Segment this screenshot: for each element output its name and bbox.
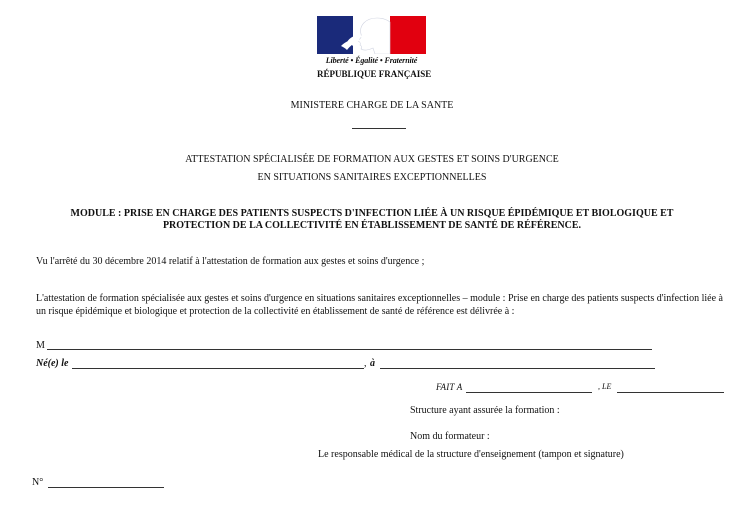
legal-reference-text: Vu l'arrêté du 30 décembre 2014 relatif à l'attestation de formation aux gestes et soins d'urgence ; (36, 256, 425, 267)
module-title-line-1: MODULE : PRISE EN CHARGE DES PATIENTS SUSPECTS D'INFECTION LIÉE À UN RISQUE ÉPIDÉMIQUE ET BIOLOGIQUE ET (70, 208, 674, 219)
module-title-line-2: PROTECTION DE LA COLLECTIVITÉ EN ÉTABLISSEMENT DE SANTÉ DE RÉFÉRENCE. (162, 220, 582, 231)
ministry-heading: MINISTERE CHARGE DE LA SANTE (290, 100, 454, 111)
attestation-title-line-2: EN SITUATIONS SANITAIRES EXCEPTIONNELLES (257, 172, 487, 183)
formateur-label: Nom du formateur : (410, 431, 490, 442)
date-le-label: , LE (598, 382, 612, 391)
numero-field-line[interactable] (48, 487, 164, 488)
motto-text: Liberté • Égalité • Fraternité (325, 56, 418, 65)
name-field-line[interactable] (47, 349, 652, 350)
birth-date-label: Né(e) le (36, 358, 69, 369)
birth-place-field-line[interactable] (380, 368, 655, 369)
fait-a-field-line[interactable] (466, 392, 592, 393)
republique-francaise-logo (317, 16, 432, 80)
marianne-flag-icon (317, 16, 426, 54)
birth-place-label: à (370, 358, 375, 369)
structure-label: Structure ayant assurée la formation : (410, 405, 560, 416)
separator-rule (352, 128, 406, 129)
responsable-signature-label: Le responsable médical de la structure d'enseignement (tampon et signature) (318, 449, 624, 460)
numero-label: N° (32, 477, 44, 488)
attestation-paragraph: L'attestation de formation spécialisée aux gestes et soins d'urgence en situations sanitaires exceptionnelles – module : Prise en charge des patients suspects d'infection liée à un risque épidémique et biologique et protection de la collectivité en établissement de santé de référence est délivrée à : (36, 293, 723, 317)
date-le-field-line[interactable] (617, 392, 724, 393)
m-label: M (36, 340, 45, 351)
attestation-title-line-1: ATTESTATION SPÉCIALISÉE DE FORMATION AUX GESTES ET SOINS D'URGENCE (185, 154, 559, 165)
republique-francaise-text: RÉPUBLIQUE FRANÇAISE (317, 69, 432, 79)
birth-date-field-line[interactable] (72, 368, 364, 369)
fait-a-label: FAIT A (436, 382, 463, 392)
comma-separator: , (364, 358, 367, 369)
